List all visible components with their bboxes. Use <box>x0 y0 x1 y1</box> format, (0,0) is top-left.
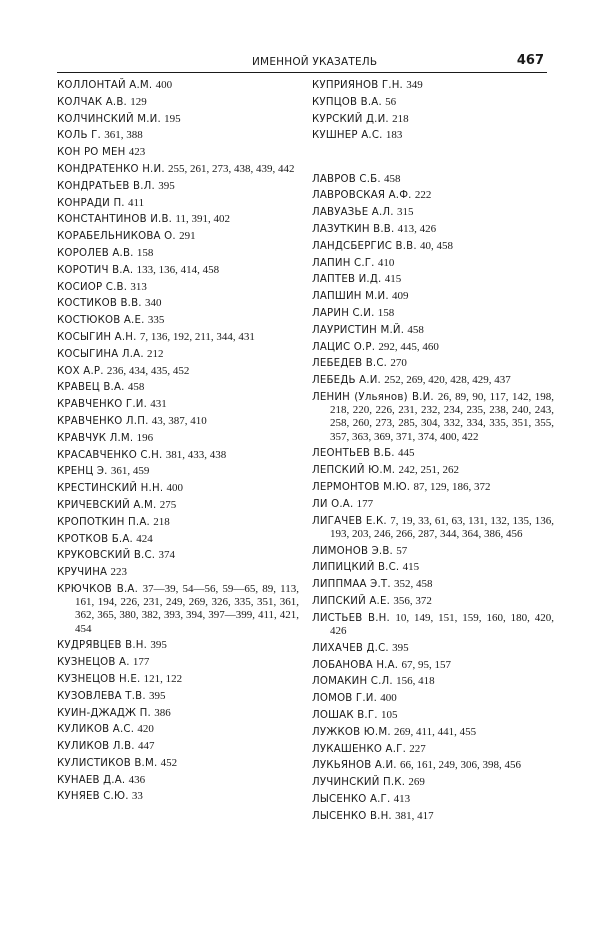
entry-name: ЛАРИН С.И. <box>312 307 375 319</box>
index-entry <box>312 96 554 109</box>
entry-pages: 218 <box>153 515 170 528</box>
index-entry <box>57 583 299 636</box>
entry-name: ЛОБАНОВА Н.А. <box>312 659 399 671</box>
entry-pages: 315 <box>396 206 414 219</box>
entry-pages: 158 <box>136 246 154 259</box>
index-entry <box>57 314 299 327</box>
index-entry <box>312 709 554 722</box>
entry-pages: 7, 19, 33, 61, 63, 131, 132, 135, 136, 193, 203, 246, 266, 287, 344, 364, 386, 456 <box>330 514 554 540</box>
entry-pages: 158 <box>377 306 395 319</box>
index-entry <box>57 398 299 411</box>
running-header <box>57 50 547 73</box>
entry-pages: 458 <box>384 172 401 185</box>
entry-pages: 177 <box>356 497 374 510</box>
entry-pages: 413, 426 <box>397 222 437 235</box>
index-entry <box>57 690 299 703</box>
index-entry <box>312 515 554 541</box>
entry-name: ЛАПШИН М.И. <box>312 291 389 303</box>
index-entry <box>57 499 299 512</box>
index-entry <box>57 96 299 109</box>
entry-pages: 183 <box>385 129 403 142</box>
index-entry <box>57 297 299 310</box>
entry-pages: 177 <box>132 656 150 669</box>
entry-name: ЛЫСЕНКО В.Н. <box>312 810 392 822</box>
index-entry <box>312 240 554 253</box>
entry-name: КУИН-ДЖАДЖ П. <box>57 707 151 719</box>
index-entry <box>312 464 554 477</box>
entry-pages: 400 <box>166 482 184 495</box>
entry-pages: 395 <box>149 689 166 702</box>
entry-pages: 292, 445, 460 <box>378 340 439 353</box>
index-entry <box>312 341 554 354</box>
entry-name: КОСИОР С.В. <box>57 281 128 293</box>
index-entry <box>57 197 299 210</box>
index-entry <box>312 578 554 591</box>
entry-pages: 313 <box>130 280 147 293</box>
entry-pages: 374 <box>158 549 175 562</box>
entry-pages: 222 <box>414 189 432 202</box>
entry-name: КУРСКИЙ Д.И. <box>312 113 389 125</box>
entry-pages: 33 <box>131 790 143 803</box>
entry-name: ЛИ О.А. <box>312 498 354 510</box>
index-column-left <box>57 79 299 807</box>
entry-pages: 291 <box>179 230 196 243</box>
entry-name: КУЗНЕЦОВ А. <box>57 657 130 669</box>
index-entry <box>312 743 554 756</box>
entry-name: КОСЫГИН А.Н. <box>57 331 137 343</box>
entry-name: ЛУЧИНСКИЙ П.К. <box>312 777 406 789</box>
entry-pages: 121, 122 <box>143 672 183 685</box>
entry-name: ЛЫСЕНКО А.Г. <box>312 793 391 805</box>
entry-name: ЛИПИЦКИЙ В.С. <box>312 562 400 574</box>
index-entry <box>57 432 299 445</box>
entry-name: ЛЕРМОНТОВ М.Ю. <box>312 481 411 493</box>
entry-name: КОСЫГИНА Л.А. <box>57 348 144 360</box>
entry-name: КУШНЕР А.С. <box>312 130 383 142</box>
index-entry <box>312 129 554 142</box>
index-entry <box>57 465 299 478</box>
entry-name: КУДРЯВЦЕВ В.Н. <box>57 640 148 652</box>
header-title: ИМЕННОЙ УКАЗАТЕЛЬ <box>252 56 378 68</box>
entry-pages: 66, 161, 249, 306, 398, 456 <box>400 759 521 772</box>
index-entry <box>312 759 554 772</box>
entry-name: ЛАВРОВ С.Б. <box>312 173 381 185</box>
entry-name: КОСТИКОВ В.В. <box>57 298 142 310</box>
entry-name: КОРОТИЧ В.А. <box>57 264 134 276</box>
index-entry <box>57 566 299 579</box>
index-entry <box>57 79 299 92</box>
entry-name: КУЛИСТИКОВ В.М. <box>57 757 158 769</box>
index-entry <box>312 113 554 126</box>
page-number: 467 <box>516 53 544 68</box>
entry-name: ЛЕОНТЬЕВ В.Б. <box>312 448 395 460</box>
entry-name: ЛАУРИСТИН М.Й. <box>312 324 405 336</box>
index-entry <box>57 230 299 243</box>
entry-name: КРИЧЕВСКИЙ А.М. <box>57 499 157 511</box>
index-entry <box>312 447 554 460</box>
entry-pages: 11, 391, 402 <box>175 213 230 226</box>
index-entry <box>312 357 554 370</box>
index-entry <box>57 264 299 277</box>
entry-name: КОРОЛЕВ А.В. <box>57 247 134 259</box>
index-entry <box>57 723 299 736</box>
entry-name: ЛЕБЕДЕВ В.С. <box>312 358 388 370</box>
index-entry <box>57 549 299 562</box>
index-entry <box>312 692 554 705</box>
index-entry <box>57 213 299 226</box>
entry-pages: 361, 388 <box>104 129 143 142</box>
entry-pages: 423 <box>128 146 146 159</box>
index-entry <box>312 257 554 270</box>
index-entry <box>57 673 299 686</box>
entry-pages: 242, 251, 262 <box>398 464 459 477</box>
entry-name: КУНЯЕВ С.Ю. <box>57 791 129 803</box>
entry-pages: 386 <box>154 706 171 719</box>
entry-pages: 269 <box>408 776 425 789</box>
index-entry <box>57 482 299 495</box>
entry-name: КРАВЕЦ В.А. <box>57 382 125 394</box>
index-entry <box>312 675 554 688</box>
entry-pages: 252, 269, 420, 428, 429, 437 <box>384 374 511 387</box>
entry-pages: 37—39, 54—56, 59—65, 89, 113, 161, 194, 226, 231, 249, 269, 326, 335, 351, 361, 362, 365, 380, 382, 393, 394, 397—399, 411, 421, 454 <box>75 582 300 635</box>
index-entry <box>312 545 554 558</box>
entry-pages: 105 <box>380 708 398 721</box>
entry-name: КОХ А.Р. <box>57 365 104 377</box>
entry-pages: 133, 136, 414, 458 <box>136 263 220 276</box>
index-entry <box>312 223 554 236</box>
entry-name: ЛАПТЕВ И.Д. <box>312 274 382 286</box>
index-entry <box>57 365 299 378</box>
entry-pages: 452 <box>160 756 178 769</box>
index-entry <box>57 639 299 652</box>
entry-pages: 415 <box>384 273 402 286</box>
entry-name: КРЮЧКОВ В.А. <box>57 583 139 595</box>
index-entry <box>312 793 554 806</box>
entry-pages: 410 <box>377 256 395 269</box>
entry-name: ЛУКАШЕНКО А.Г. <box>312 743 407 755</box>
entry-name: КОЛЧАК А.В. <box>57 96 127 108</box>
entry-pages: 270 <box>390 357 407 370</box>
index-entry <box>57 146 299 159</box>
index-entry <box>312 290 554 303</box>
entry-pages: 57 <box>396 544 408 557</box>
entry-pages: 395 <box>392 641 409 654</box>
entry-pages: 424 <box>136 532 153 545</box>
entry-name: КУНАЕВ Д.А. <box>57 774 126 786</box>
entry-pages: 349 <box>406 79 423 91</box>
entry-name: КОН РО МЕН <box>57 147 126 159</box>
entry-pages: 436 <box>128 773 146 786</box>
entry-pages: 411 <box>128 196 145 209</box>
entry-pages: 10, 149, 151, 159, 160, 180, 420, 426 <box>330 611 554 637</box>
index-entry <box>57 757 299 770</box>
index-entry <box>312 307 554 320</box>
entry-pages: 381, 417 <box>395 809 434 822</box>
index-entry <box>312 612 554 638</box>
index-entry <box>57 790 299 803</box>
index-entry <box>312 189 554 202</box>
entry-name: ЛАНДСБЕРГИС В.В. <box>312 240 417 252</box>
entry-pages: 40, 458 <box>420 239 454 252</box>
entry-pages: 236, 434, 435, 452 <box>106 364 190 377</box>
entry-name: ЛУКЬЯНОВ А.И. <box>312 760 397 772</box>
index-entry <box>57 533 299 546</box>
entry-name: ЛАПИН С.Г. <box>312 257 375 269</box>
entry-pages: 381, 433, 438 <box>165 448 227 461</box>
entry-name: ЛИСТЬЕВ В.Н. <box>312 612 390 624</box>
entry-pages: 361, 459 <box>110 465 150 478</box>
entry-name: КРАВЧЕНКО Л.П. <box>57 415 149 427</box>
index-entry <box>312 498 554 511</box>
entry-name: КРУКОВСКИЙ В.С. <box>57 550 156 562</box>
entry-pages: 255, 261, 273, 438, 439, 442 <box>168 162 295 175</box>
entry-name: ЛАЦИС О.Р. <box>312 341 376 353</box>
index-entry <box>312 659 554 672</box>
entry-pages: 227 <box>409 742 426 755</box>
entry-pages: 275 <box>159 498 177 511</box>
entry-name: КУЗНЕЦОВ Н.Е. <box>57 673 141 685</box>
index-entry <box>57 331 299 344</box>
entry-pages: 413 <box>393 792 411 805</box>
index-entry <box>312 206 554 219</box>
index-entry <box>57 180 299 193</box>
index-entry <box>312 810 554 823</box>
entry-pages: 458 <box>127 381 145 394</box>
entry-name: ЛИГАЧЕВ Е.К. <box>312 515 387 527</box>
entry-pages: 395 <box>150 639 167 652</box>
entry-pages: 56 <box>385 95 397 108</box>
entry-name: КРАСАВЧЕНКО С.Н. <box>57 449 163 461</box>
index-entry <box>57 348 299 361</box>
entry-name: ЛЕБЕДЬ А.И. <box>312 375 381 387</box>
entry-name: КОНРАДИ П. <box>57 197 125 209</box>
entry-name: КОЛЧИНСКИЙ М.И. <box>57 113 161 125</box>
entry-name: ЛАЗУТКИН В.В. <box>312 223 395 235</box>
index-entry <box>312 561 554 574</box>
entry-pages: 420 <box>137 723 154 736</box>
entry-name: ЛОШАК В.Г. <box>312 709 378 721</box>
entry-name: КУЗОВЛЕВА Т.В. <box>57 690 146 702</box>
entry-pages: 352, 458 <box>394 578 433 591</box>
entry-pages: 196 <box>136 431 154 444</box>
entry-name: КРЕСТИНСКИЙ Н.Н. <box>57 483 164 495</box>
entry-pages: 67, 95, 157 <box>401 658 451 671</box>
index-entry <box>312 726 554 739</box>
index-entry <box>57 281 299 294</box>
entry-pages: 447 <box>137 740 155 753</box>
entry-name: ЛИМОНОВ Э.В. <box>312 545 393 557</box>
index-entry <box>57 113 299 126</box>
index-entry <box>57 740 299 753</box>
entry-name: ЛАВУАЗЬЕ А.Л. <box>312 207 394 219</box>
index-column-right <box>312 79 554 827</box>
entry-pages: 269, 411, 441, 455 <box>394 725 477 738</box>
entry-name: КРАВЧЕНКО Г.И. <box>57 399 148 411</box>
entry-name: КОРАБЕЛЬНИКОВА О. <box>57 231 176 243</box>
entry-name: ЛОМАКИН С.Л. <box>312 676 393 688</box>
index-entry <box>57 163 299 176</box>
entry-pages: 445 <box>397 447 415 460</box>
entry-name: ЛИППМАА Э.Т. <box>312 579 391 591</box>
index-entry <box>57 516 299 529</box>
entry-pages: 400 <box>155 79 173 91</box>
entry-pages: 431 <box>150 398 167 411</box>
entry-pages: 7, 136, 192, 211, 344, 431 <box>139 330 255 343</box>
entry-pages: 400 <box>380 692 397 705</box>
index-entry <box>57 381 299 394</box>
entry-pages: 129 <box>130 95 147 108</box>
entry-pages: 340 <box>145 297 162 310</box>
entry-pages: 458 <box>407 323 424 336</box>
entry-name: КРОТКОВ Б.А. <box>57 533 133 545</box>
entry-pages: 195 <box>164 112 181 125</box>
index-entry <box>57 415 299 428</box>
entry-pages: 43, 387, 410 <box>151 414 207 427</box>
entry-name: КОНСТАНТИНОВ И.В. <box>57 214 173 226</box>
entry-name: ЛЕНИН (Ульянов) В.И. <box>312 391 434 403</box>
entry-name: КРУЧИНА <box>57 567 108 579</box>
entry-name: КОНДРАТЬЕВ В.Л. <box>57 180 155 192</box>
index-entry <box>312 173 554 186</box>
entry-name: КОЛЛОНТАЙ А.М. <box>57 80 153 91</box>
index-entry <box>312 374 554 387</box>
index-entry <box>312 391 554 444</box>
entry-pages: 156, 418 <box>396 675 435 688</box>
entry-pages: 223 <box>110 566 127 579</box>
index-entry <box>312 79 554 92</box>
index-entry <box>57 707 299 720</box>
entry-name: КРОПОТКИН П.А. <box>57 516 150 528</box>
index-entry <box>57 656 299 669</box>
entry-pages: 87, 129, 186, 372 <box>413 480 491 493</box>
index-entry <box>312 776 554 789</box>
entry-pages: 409 <box>392 290 409 303</box>
index-entry <box>57 129 299 142</box>
entry-name: КРЕНЦ Э. <box>57 466 108 478</box>
entry-name: ЛИПСКИЙ А.Е. <box>312 595 391 607</box>
index-entry <box>57 774 299 787</box>
index-entry <box>57 449 299 462</box>
index-entry <box>312 273 554 286</box>
entry-name: КУПРИЯНОВ Г.Н. <box>312 80 404 91</box>
entry-pages: 395 <box>158 179 175 192</box>
entry-name: КУЛИКОВ Л.В. <box>57 741 135 753</box>
index-entry <box>57 247 299 260</box>
entry-name: ЛИХАЧЕВ Д.С. <box>312 642 389 654</box>
entry-name: КУЛИКОВ А.С. <box>57 724 135 736</box>
entry-name: КУПЦОВ В.А. <box>312 96 382 108</box>
index-entry <box>312 481 554 494</box>
entry-name: ЛАВРОВСКАЯ А.Ф. <box>312 190 412 202</box>
entry-name: КРАВЧУК Л.М. <box>57 432 134 444</box>
entry-name: ЛЕПСКИЙ Ю.М. <box>312 465 396 477</box>
entry-name: ЛУЖКОВ Ю.М. <box>312 726 391 738</box>
entry-pages: 335 <box>147 314 165 327</box>
entry-pages: 218 <box>392 112 409 125</box>
entry-name: КОЛЬ Г. <box>57 130 101 142</box>
entry-name: КОСТЮКОВ А.Е. <box>57 315 145 327</box>
entry-pages: 356, 372 <box>393 594 432 607</box>
entry-name: ЛОМОВ Г.И. <box>312 693 378 705</box>
entry-pages: 415 <box>402 561 420 574</box>
index-entry <box>312 324 554 337</box>
entry-pages: 26, 89, 90, 117, 142, 198, 218, 220, 226, 231, 232, 234, 235, 238, 240, 243, 258, 260, 273, 285, 304, 332, 334, 335, 351, 355, 357, 363, 369, 371, 374, 400, 422 <box>330 390 554 443</box>
entry-name: КОНДРАТЕНКО Н.И. <box>57 163 165 175</box>
index-entry <box>312 642 554 655</box>
index-entry <box>312 595 554 608</box>
entry-pages: 212 <box>147 347 164 360</box>
